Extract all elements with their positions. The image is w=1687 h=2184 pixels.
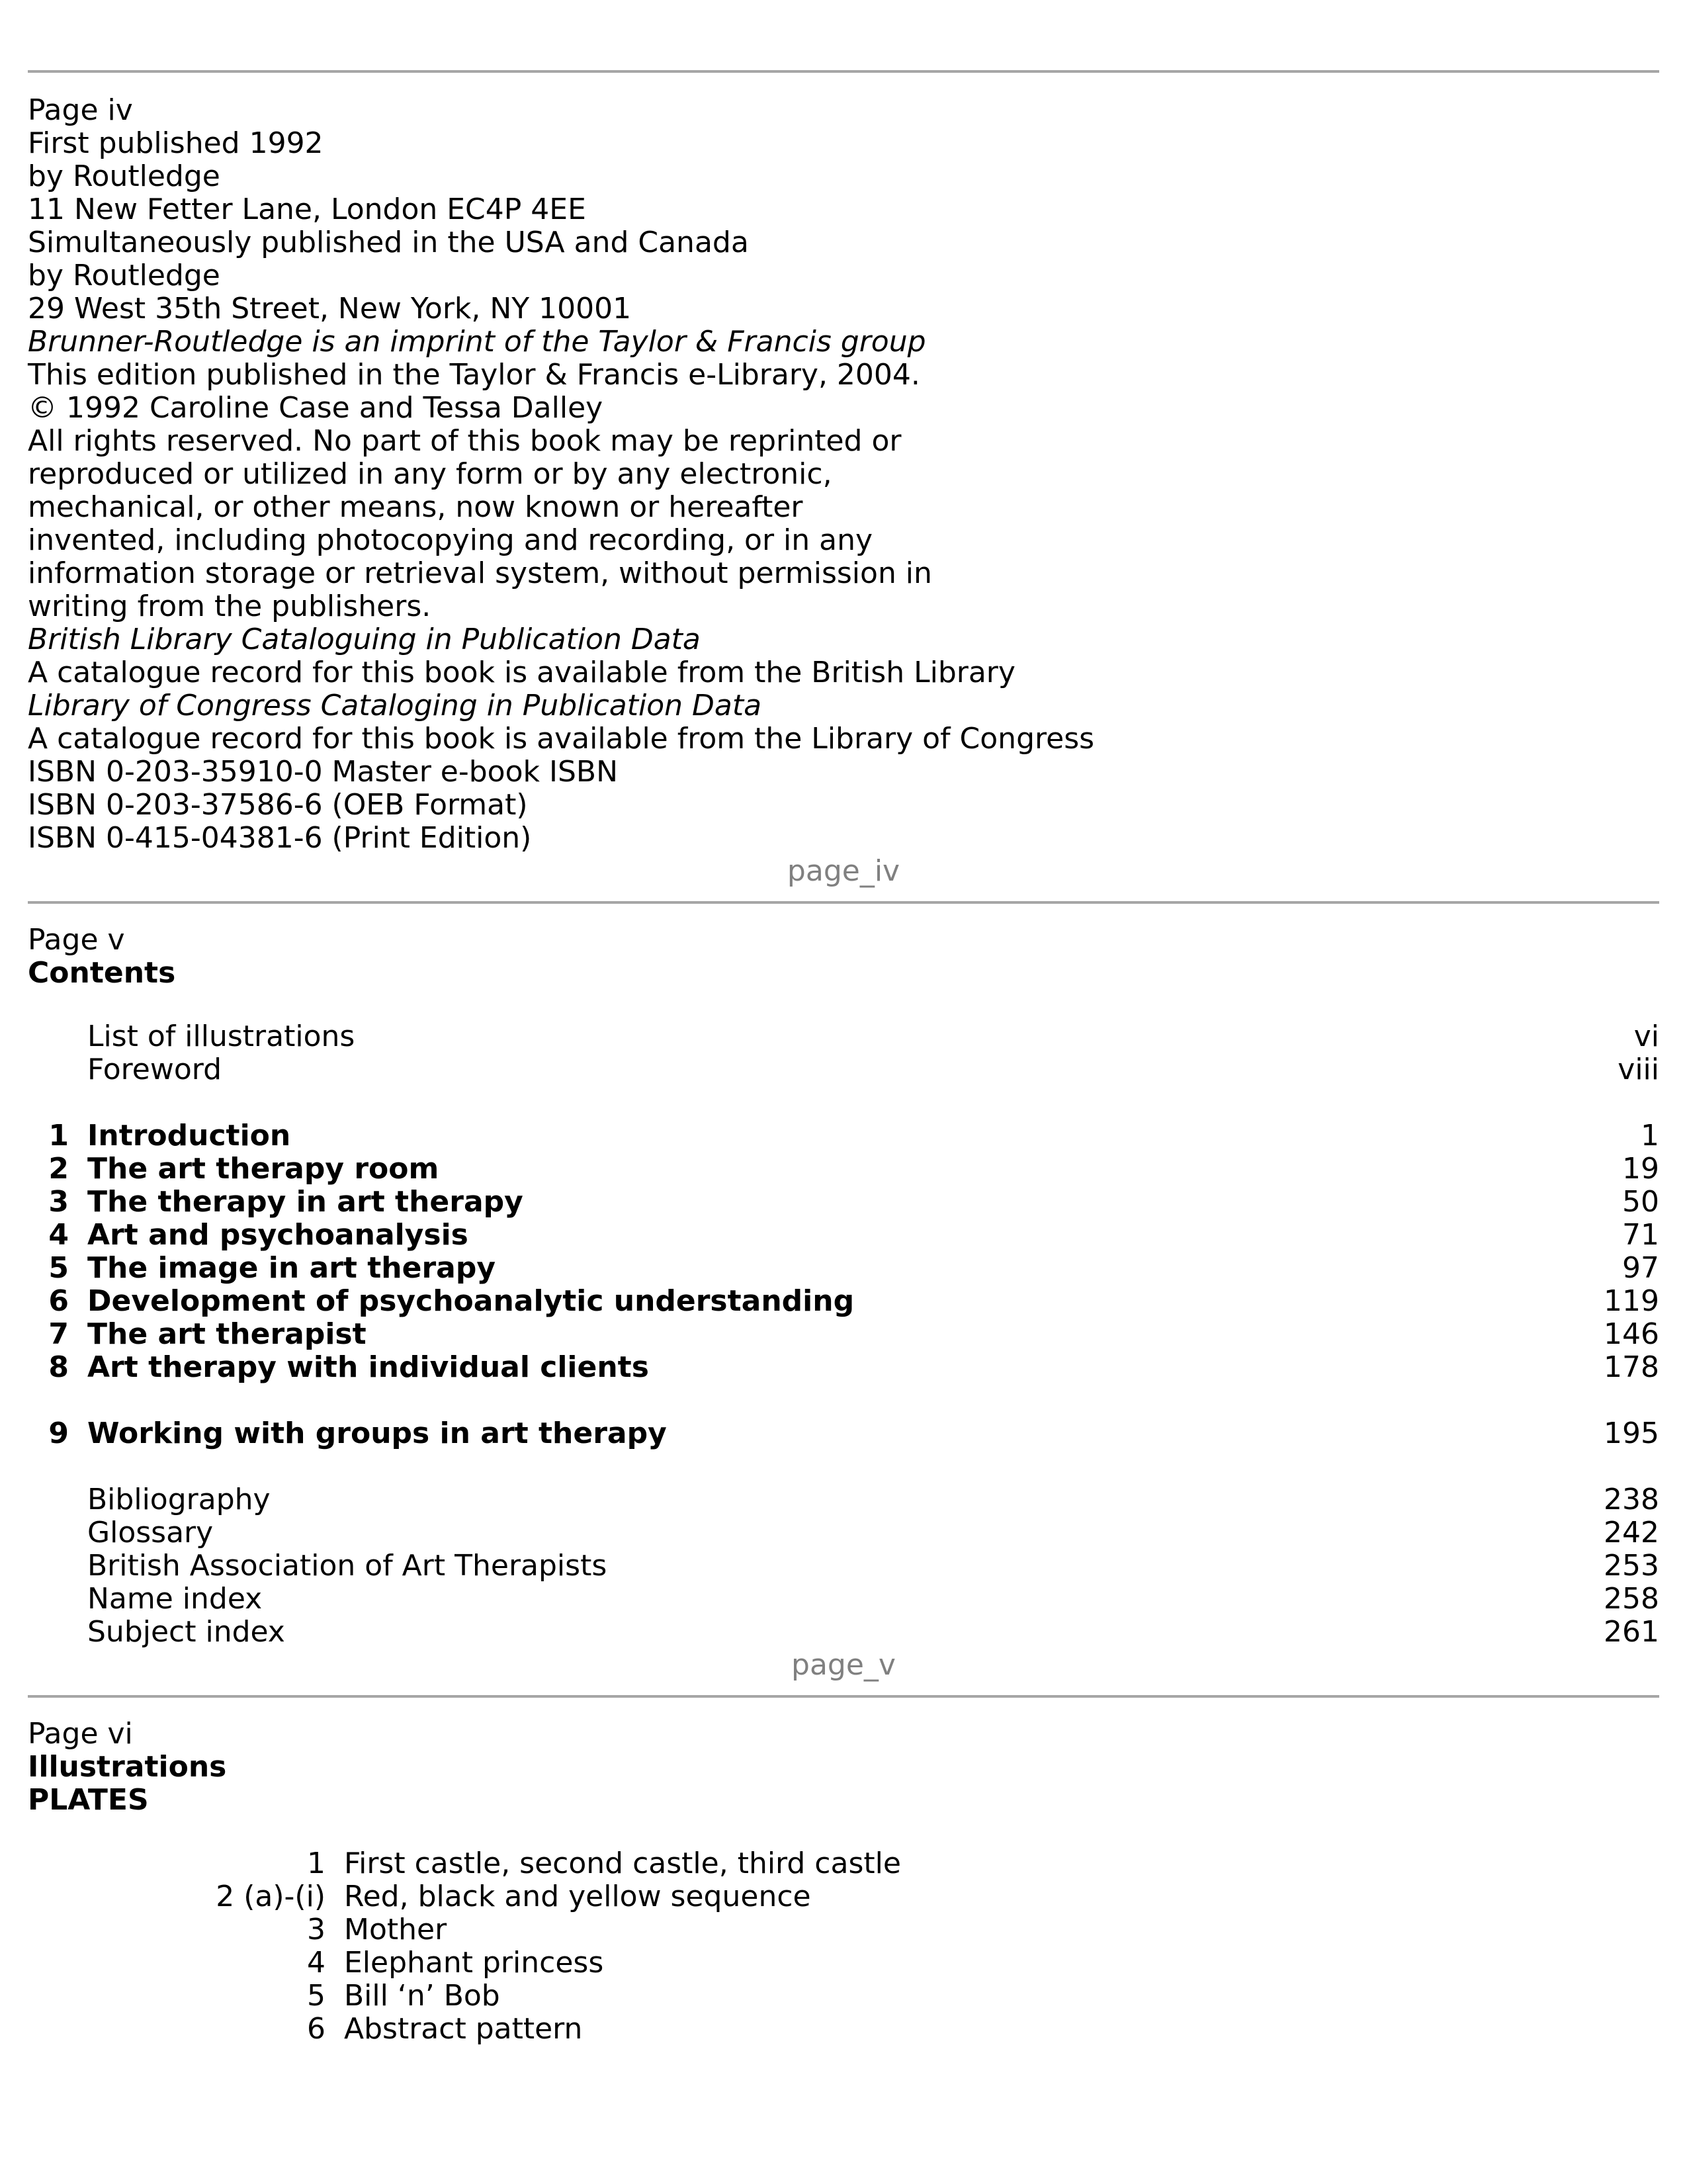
copyright-line: information storage or retrieval system, without permission in (28, 556, 932, 590)
toc-chapter-row (28, 1252, 1659, 1285)
toc-entry-title: Subject index (87, 1615, 285, 1649)
toc-entry-title: Bibliography (87, 1483, 271, 1516)
page-marker: page_iv (787, 854, 900, 888)
toc-chapter-number (28, 1020, 87, 1053)
toc-chapter-number: 4 (48, 1218, 69, 1252)
copyright-line: mechanical, or other means, now known or hereafter (28, 490, 803, 524)
copyright-line: This edition published in the Taylor & Francis e-Library, 2004. (28, 358, 920, 392)
toc-entry-title: The therapy in art therapy (87, 1185, 523, 1219)
toc-entry-title: The art therapist (87, 1317, 367, 1351)
copyright-line: by Routledge (28, 259, 220, 292)
illustrations-heading: Illustrations (28, 1750, 227, 1784)
page-iv-section (28, 73, 1659, 888)
toc-chapter-row (28, 1153, 1659, 1186)
toc-entry-title: Introduction (87, 1119, 291, 1153)
toc-chapter-row (28, 1417, 1659, 1450)
plate-row (193, 1946, 901, 1980)
toc-row (28, 1616, 1659, 1649)
plates-subheading: PLATES (28, 1783, 149, 1817)
plate-row (193, 1913, 901, 1946)
toc-page-number: 146 (1604, 1317, 1659, 1351)
toc-chapter-number (28, 1550, 87, 1583)
toc-entry-title: Foreword (87, 1053, 222, 1086)
document (28, 70, 1659, 2046)
toc-entry-title: Art and psychoanalysis (87, 1218, 468, 1252)
copyright-line: ISBN 0-203-37586-6 (OEB Format) (28, 788, 528, 822)
toc-chapter-number (28, 1483, 87, 1516)
copyright-line: Brunner-Routledge is an imprint of the Taylor & Francis group (28, 325, 926, 359)
toc-page-number: 97 (1622, 1251, 1659, 1285)
toc-chapter-number: 8 (48, 1350, 69, 1384)
toc-chapter-number: 9 (48, 1417, 69, 1450)
toc-entry-title: Glossary (87, 1516, 214, 1550)
copyright-line: © 1992 Caroline Case and Tessa Dalley (28, 391, 603, 425)
copyright-line: A catalogue record for this book is available from the Library of Congress (28, 722, 1095, 756)
copyright-line: Simultaneously published in the USA and Canada (28, 226, 749, 259)
plate-row (193, 2013, 901, 2046)
plate-number: 2 (a)-(i) (216, 1880, 325, 1913)
toc-page-number: vi (1633, 1020, 1659, 1053)
toc-entry-title: The art therapy room (87, 1152, 439, 1186)
plates-list (193, 1847, 901, 2046)
toc-page-number: 119 (1604, 1284, 1659, 1318)
toc-chapter-number (28, 1053, 87, 1086)
toc-page-number: 238 (1604, 1483, 1659, 1516)
toc-page-number: viii (1618, 1053, 1659, 1086)
toc-page-number: 253 (1604, 1549, 1659, 1583)
page-label: Page iv (28, 93, 133, 127)
copyright-lines (28, 127, 1659, 855)
toc-chapter-row (28, 1351, 1659, 1384)
toc-row (28, 1550, 1659, 1583)
copyright-line: All rights reserved. No part of this book may be reprinted or (28, 424, 902, 458)
toc-row (28, 1583, 1659, 1616)
toc-row (28, 1516, 1659, 1550)
toc-entry-title: Name index (87, 1582, 263, 1616)
toc-chapter-row (28, 1318, 1659, 1351)
toc-page-number: 71 (1622, 1218, 1659, 1252)
copyright-line: reproduced or utilized in any form or by any electronic, (28, 457, 832, 491)
toc-chapter-row (28, 1119, 1659, 1153)
page-label: Page v (28, 923, 125, 957)
toc-row (28, 1483, 1659, 1516)
toc-chapter-number (28, 1583, 87, 1616)
plate-row (193, 1847, 901, 1880)
toc-spacer (28, 1086, 1659, 1119)
copyright-line: ISBN 0-415-04381-6 (Print Edition) (28, 821, 532, 855)
copyright-line: invented, including photocopying and recording, or in any (28, 523, 873, 557)
plate-row (193, 1980, 901, 2013)
toc-row (28, 1020, 1659, 1053)
plate-title: Red, black and yellow sequence (344, 1880, 811, 1913)
page-vi-section (28, 1698, 1659, 2046)
contents-heading: Contents (28, 956, 176, 990)
toc-entry-title: Development of psychoanalytic understanding (87, 1284, 855, 1318)
plate-number: 3 (307, 1913, 325, 1946)
page-marker: page_v (791, 1648, 896, 1682)
copyright-line: ISBN 0-203-35910-0 Master e-book ISBN (28, 755, 618, 789)
toc-page-number: 261 (1604, 1615, 1659, 1649)
plate-number: 6 (307, 2012, 325, 2046)
toc-chapter-row (28, 1285, 1659, 1318)
copyright-line: A catalogue record for this book is available from the British Library (28, 656, 1016, 689)
toc-page-number: 195 (1604, 1417, 1659, 1450)
plate-number: 4 (307, 1946, 325, 1980)
toc-page-number: 258 (1604, 1582, 1659, 1616)
toc-entry-title: Art therapy with individual clients (87, 1350, 649, 1384)
copyright-line: Library of Congress Cataloging in Publication Data (28, 689, 762, 722)
plate-number: 5 (307, 1979, 325, 2013)
toc-entry-title: British Association of Art Therapists (87, 1549, 607, 1583)
toc-entry-title: Working with groups in art therapy (87, 1417, 667, 1450)
toc-spacer-cell (28, 1086, 1659, 1119)
toc-page-number: 50 (1622, 1185, 1659, 1219)
toc-chapter-row (28, 1186, 1659, 1219)
page-v-section (28, 904, 1659, 1682)
copyright-line: writing from the publishers. (28, 590, 431, 623)
toc-chapter-number: 2 (48, 1152, 69, 1186)
copyright-line: 11 New Fetter Lane, London EC4P 4EE (28, 193, 586, 226)
toc-spacer-cell (28, 1450, 1659, 1483)
toc-page-number: 242 (1604, 1516, 1659, 1550)
toc-chapter-number (28, 1616, 87, 1649)
toc-page-number: 19 (1622, 1152, 1659, 1186)
toc-entry-title: The image in art therapy (87, 1251, 496, 1285)
copyright-line: by Routledge (28, 159, 220, 193)
plate-title: Abstract pattern (344, 2012, 583, 2046)
toc-spacer (28, 1384, 1659, 1417)
plate-title: First castle, second castle, third castle (344, 1847, 901, 1880)
toc-chapter-number: 7 (48, 1317, 69, 1351)
toc-chapter-number: 5 (48, 1251, 69, 1285)
toc-chapter-row (28, 1219, 1659, 1252)
toc-row (28, 1053, 1659, 1086)
copyright-line: 29 West 35th Street, New York, NY 10001 (28, 292, 632, 326)
toc-spacer-cell (28, 1384, 1659, 1417)
toc-chapter-number (28, 1516, 87, 1550)
page-label: Page vi (28, 1717, 133, 1751)
toc-chapter-number: 1 (48, 1119, 69, 1153)
plate-title: Bill ‘n’ Bob (344, 1979, 500, 2013)
toc-page-number: 178 (1604, 1350, 1659, 1384)
plate-row (193, 1880, 901, 1913)
toc-chapter-number: 3 (48, 1185, 69, 1219)
toc-page-number: 1 (1641, 1119, 1659, 1153)
toc-entry-title: List of illustrations (87, 1020, 355, 1053)
plate-title: Elephant princess (344, 1946, 604, 1980)
plate-title: Mother (344, 1913, 447, 1946)
plate-number: 1 (307, 1847, 325, 1880)
toc-spacer (28, 1450, 1659, 1483)
copyright-line: First published 1992 (28, 126, 324, 160)
toc-chapter-number: 6 (48, 1284, 69, 1318)
copyright-line: British Library Cataloguing in Publication Data (28, 623, 701, 656)
table-of-contents (28, 1020, 1659, 1649)
